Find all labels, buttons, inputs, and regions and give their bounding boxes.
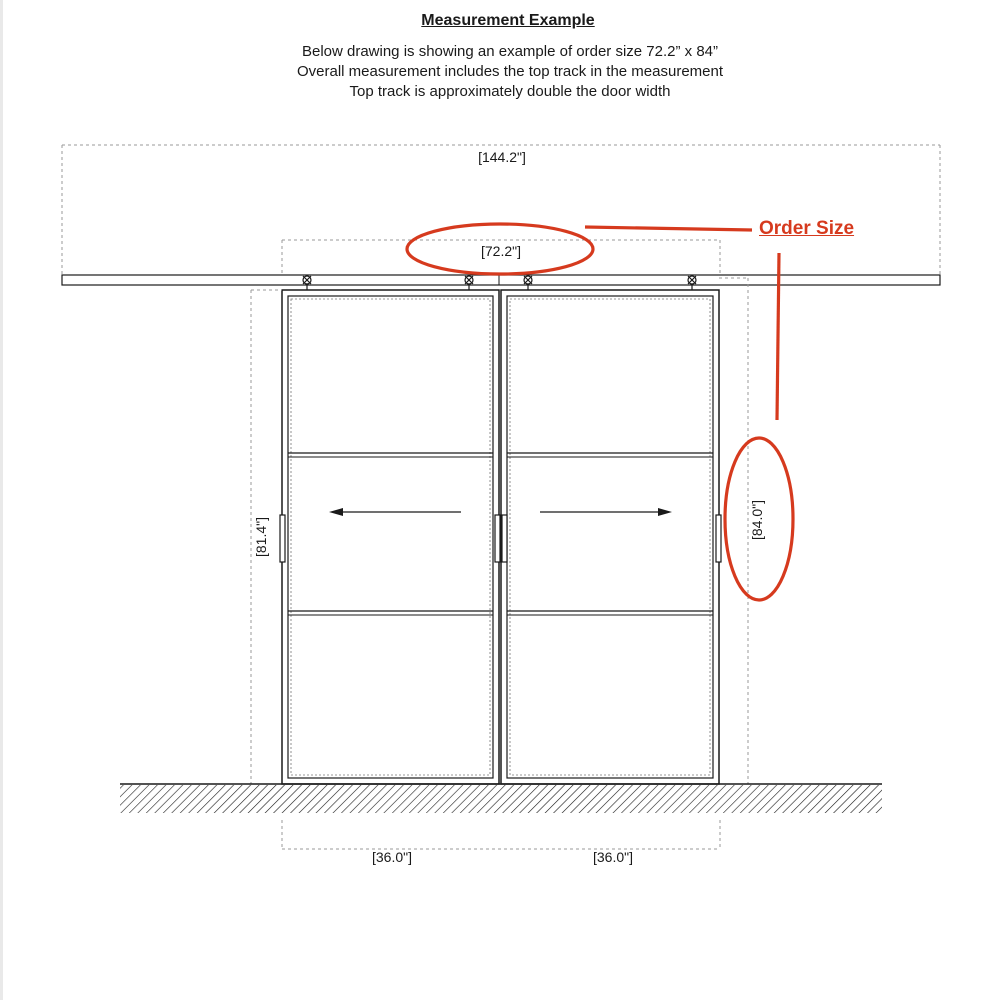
right-door-width-label: [36.0"] — [593, 849, 633, 865]
page-title: Measurement Example — [421, 12, 595, 29]
floor-hatch — [120, 784, 882, 813]
overall-height-dimension-lines — [719, 278, 748, 784]
order-size-callout: Order Size — [759, 218, 855, 239]
description-line-3: Top track is approximately double the door width — [349, 83, 671, 100]
description-line-1: Below drawing is showing an example of order size 72.2” x 84” — [301, 43, 719, 60]
right-door — [501, 290, 721, 784]
left-door — [280, 290, 500, 784]
top-track — [62, 275, 940, 285]
door-width-dimension-lines — [282, 820, 720, 849]
door-height-label: [81.4"] — [253, 517, 269, 557]
left-door-width-label: [36.0"] — [372, 849, 412, 865]
opening-width-label: [72.2"] — [481, 243, 521, 259]
track-width-label: [144.2"] — [478, 149, 526, 165]
description-line-2: Overall measurement includes the top track in the measurement — [296, 63, 724, 80]
overall-height-label: [84.0"] — [749, 500, 765, 540]
